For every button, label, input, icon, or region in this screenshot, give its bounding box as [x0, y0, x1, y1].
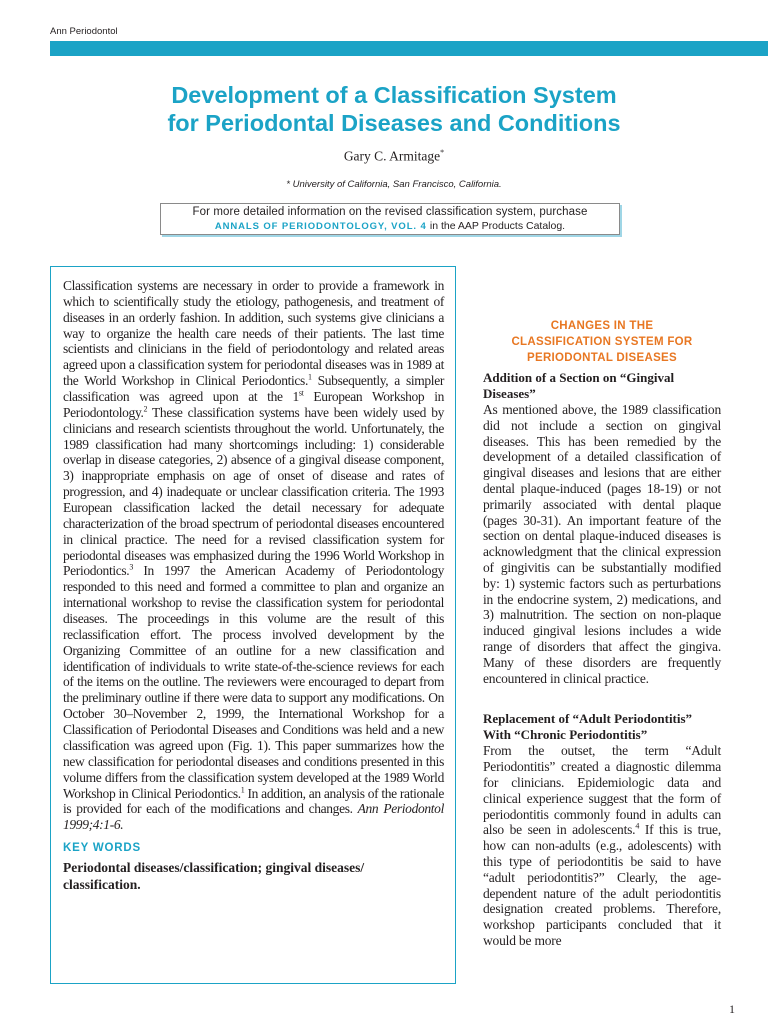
- abstract-text-part: In addition, an analysis of the rationale is provided for each of the modifications and changes.: [63, 785, 444, 817]
- subsection-heading: Addition of a Section on “Gingival Diseases”: [483, 370, 675, 401]
- article-title-line2: for Periodontal Diseases and Conditions: [167, 110, 621, 136]
- abstract-text: [63, 278, 444, 833]
- promo-publication-link[interactable]: ANNALS OF PERIODONTOLOGY, VOL. 4: [214, 221, 427, 232]
- header-bar: [50, 41, 768, 56]
- section-heading-line: CLASSIFICATION SYSTEM FOR: [511, 336, 693, 348]
- reference-marker: 3: [129, 562, 133, 572]
- keywords-heading: KEY WORDS: [63, 842, 141, 855]
- promo-text: For more detailed information on the revised classification system, purchase: [192, 206, 588, 218]
- promo-catalog-text: in the AAP Products Catalog.: [429, 220, 566, 232]
- abstract-text-part: In 1997 the American Academy of Periodontology responded to this need and formed a committee to plan and organize an international workshop to revise the classification system for periodontal diseases. The proceedings in this volume are the result of this reclassification effort. The process involved development by the Organizing Committee of an outline for a new classification and identification of individuals to write state-of-the-science reviews for each of the items on the outline. The reviewers were encouraged to depart from the preliminary outline if there were data to support any modifications. On October 30–November 2, 1999, the International Workshop for a Classification of Periodontal Diseases and Conditions was held and a new classification was agreed upon (Fig. 1). This paper summarizes how the new classification for periodontal diseases and conditions presented in this volume differs from the classification system developed at the 1989 World Workshop in Clinical Periodontics.: [63, 563, 444, 801]
- author-name: Gary C. Armitage: [343, 148, 441, 164]
- promo-box[interactable]: [160, 203, 620, 235]
- right-column: [483, 318, 721, 949]
- abstract-text-part: Classification systems are necessary in order to provide a framework in which to scientifically study the etiology, pathogenesis, and treatment of diseases in an orderly fashion. In addition, such systems give clinicians a way to organize the health care needs of their patients. The last time scientists and clinicians in the field of periodontology and related areas agreed upon a classification system for periodontal diseases was in 1989 at the World Workshop in Clinical Periodontics.: [63, 278, 444, 389]
- body-paragraph: As mentioned above, the 1989 classification did not include a section on gingival diseases. This has been remedied by the development of a detailed classification of gingival diseases and lesions that are either dental plaque-induced (pages 18-19) or not primarily associated with dental plaque (pages 30-31). An important feature of the section on dental plaque-induced diseases is acknowledgment that the clinical expression of gingivitis can be substantially modified by: 1) systemic factors such as perturbations in the endocrine system, 2) medications, and 3) malnutrition. The section on non-plaque induced gingival lesions includes a wide range of disorders that affect the gingiva. Many of these disorders are frequently encountered in clinical practice.: [483, 402, 721, 686]
- section-heading: [483, 318, 721, 366]
- abstract-text-part: European Workshop in Periodontology.: [63, 389, 445, 420]
- abstract-citation: Ann Periodontol 1999;4:1-6.: [63, 801, 444, 833]
- reference-marker: 1: [307, 372, 312, 382]
- paragraph-gap: [483, 686, 721, 707]
- body-text-part: If this is true, how can non-adults (e.g., adolescents) with this type of periodontitis be said to have “adult periodontitis?” Clearly, the age-dependent nature of the adult periodontitis designation created problems. Therefore, workshop participants concluded that it would be more: [483, 822, 722, 948]
- body-text-part: From the outset, the term “Adult Periodontitis” created a diagnostic dilemma for clinicians. Epidemiologic data and clinical experience suggest that the form of periodontitis commonly found in adults can also be seen in adolescents.: [483, 743, 721, 838]
- abstract-text-part: These classification systems have been widely used by clinicians and research scientists throughout the world. Unfortunately, the 1989 classification had many shortcomings including: 1) considerable overlap in disease categories, 2) absence of a gingival disease component, 3) inappropriate emphasis on age of onset of disease and rates of progression, and 4) inadequate or unclear classification criteria. The 1993 European classification lacked the detail necessary for adequate characterization of the broad spectrum of periodontal diseases encountered in clinical practice. The need for a revised classification system for periodontal diseases was emphasized during the 1996 World Workshop in Periodontics.: [63, 404, 444, 579]
- keywords-list: Periodontal diseases/classification; gingival diseases/ classification.: [63, 860, 365, 893]
- subsection-heading: Replacement of “Adult Periodontitis” With “Chronic Periodontitis”: [483, 711, 693, 743]
- section-heading-line: CHANGES IN THE: [550, 320, 654, 332]
- ordinal-suffix: st: [298, 388, 304, 398]
- abstract-box: [50, 266, 456, 984]
- page-number: 1: [729, 1002, 735, 1016]
- article-title: [0, 81, 768, 137]
- author-affiliation: * University of California, San Francisco, California.: [286, 179, 502, 190]
- reference-marker: 2: [143, 404, 148, 414]
- author-line: [0, 148, 768, 165]
- body-paragraph: [483, 743, 721, 948]
- article-title-line1: Development of a Classification System: [171, 82, 617, 108]
- reference-marker: 4: [635, 821, 640, 831]
- reference-marker: 1: [240, 785, 245, 794]
- author-footnote-mark: *: [440, 148, 445, 157]
- journal-name: Ann Periodontol: [50, 26, 118, 37]
- promo-line2: [161, 219, 619, 234]
- section-heading-line: PERIODONTAL DISEASES: [527, 352, 677, 364]
- abstract-text-part: Subsequently, a simpler classification was agreed upon at the 1: [63, 373, 444, 405]
